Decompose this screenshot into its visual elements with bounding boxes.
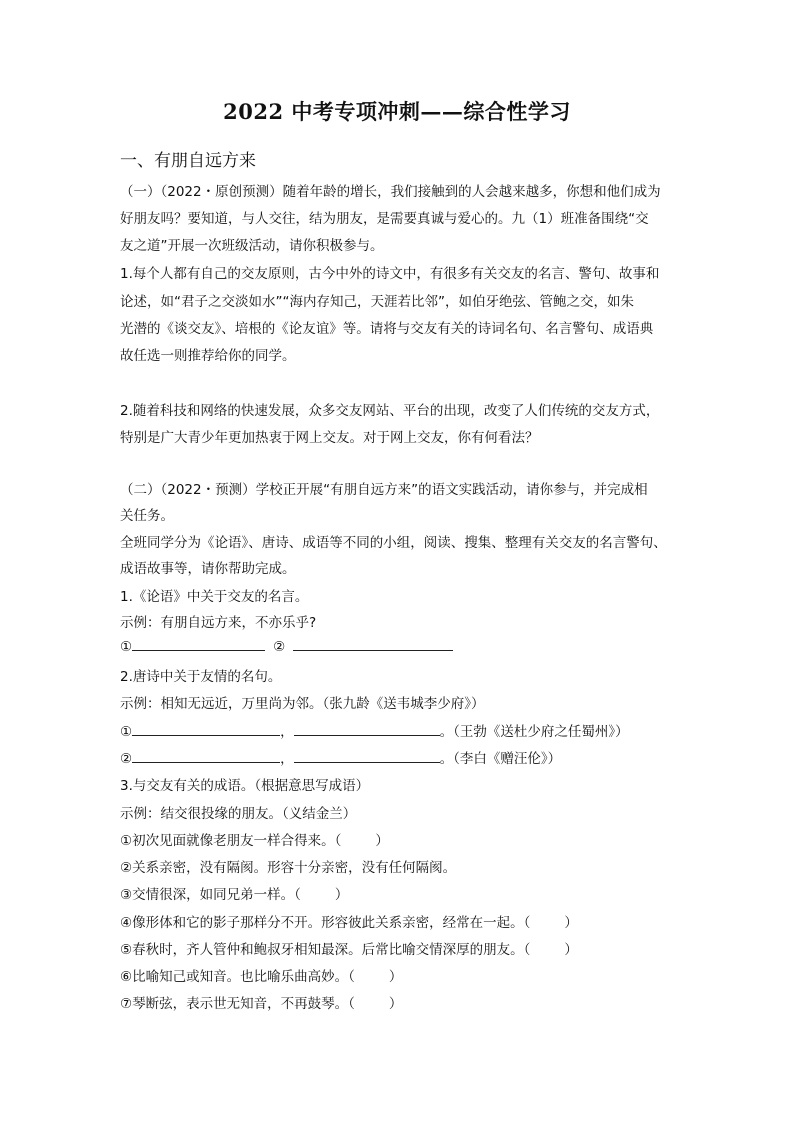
close-paren: ） (564, 942, 578, 958)
idiom-item (120, 911, 578, 931)
close-paren: ） (334, 887, 349, 903)
question-text: 1.每个人都有自己的交友原则，古今中外的诗文中，有很多有关交友的名言、警句、故事和 (120, 266, 660, 282)
blank-number: ① (120, 639, 133, 655)
part2-intro-line: 全班同学分为《论语》、唐诗、成语等不同的小组，阅读、搜集、整理有关交友的名言警句、 (120, 535, 667, 551)
idiom-description: ④像形体和它的影子那样分不开。形容彼此关系亲密，经常在一起。（ (120, 915, 531, 931)
idiom-item (120, 856, 456, 876)
answer-blank[interactable] (132, 638, 265, 651)
close-paren: ） (388, 996, 403, 1012)
idiom-item (120, 992, 402, 1012)
section-heading: 一、有朋自远方来 (120, 151, 256, 171)
example-text: 示例：相知无远近，万里尚为邻。（张九龄《送韦城李少府》） (120, 696, 485, 712)
question-text: 故任选一则推荐给你的同学。 (120, 348, 296, 364)
answer-blank[interactable] (132, 723, 280, 736)
part2-intro-line: （二）（2022・预测）学校正开展“有朋自远方来”的语文实践活动，请你参与，并完成相 (120, 482, 648, 498)
page-title: 2022 中考专项冲刺——综合性学习 (223, 99, 571, 124)
answer-line (120, 638, 453, 655)
separator: ， (280, 751, 294, 767)
part2-intro-line: 关任务。 (120, 508, 174, 524)
idiom-description: ①初次见面就像老朋友一样合得来。（ (120, 833, 342, 849)
question-text: 2.唐诗中关于友情的名句。 (120, 669, 282, 685)
source-citation: 。（王勃《送杜少府之任蜀州》） (439, 724, 629, 740)
part1-intro-line: 友之道”开展一次班级活动，请你积极参与。 (120, 238, 384, 254)
close-paren: ） (564, 915, 578, 931)
answer-blank[interactable] (293, 638, 453, 651)
question-text: 论述，如“君子之交淡如水”“海内存知己，天涯若比邻”，如伯牙绝弦、管鲍之交，如朱 (120, 294, 634, 310)
close-paren: ） (375, 833, 389, 849)
answer-blank[interactable] (132, 750, 280, 763)
question-text: 特别是广大青少年更加热衷于网上交友。对于网上交友，你有何看法？ (120, 430, 539, 446)
separator: ， (280, 724, 294, 740)
idiom-item (120, 883, 348, 903)
blank-number: ② (273, 639, 286, 655)
answer-blank[interactable] (294, 750, 440, 763)
idiom-item (120, 829, 389, 849)
part2-intro-line: 成语故事等，请你帮助完成。 (120, 561, 296, 577)
question-text: 光潜的《谈交友》、培根的《论友谊》等。请将与交友有关的诗词名句、名言警句、成语典 (120, 321, 654, 337)
answer-line (120, 747, 561, 767)
idiom-description: ③交情很深，如同兄弟一样。（ (120, 887, 301, 903)
idiom-description: ⑤春秋时，齐人管仲和鲍叔牙相知最深。后常比喻交情深厚的朋友。（ (120, 942, 531, 958)
question-text: 3.与交友有关的成语。（根据意思写成语） (120, 778, 370, 794)
source-citation: 。（李白《赠汪伦》） (439, 751, 562, 767)
blank-number: ① (120, 724, 133, 740)
part1-intro-line: 好朋友吗？要知道，与人交往，结为朋友，是需要真诚与爱心的。九（1）班准备围绕“交 (120, 211, 649, 227)
answer-line (120, 720, 629, 740)
answer-blank[interactable] (294, 723, 440, 736)
idiom-item (120, 965, 402, 985)
question-text: 1.《论语》中关于交友的名言。 (120, 589, 309, 605)
blank-number: ② (120, 751, 133, 767)
idiom-description: ⑦琴断弦，表示世无知音，不再鼓琴。（ (120, 996, 355, 1012)
example-text: 示例：结交很投缘的朋友。（义结金兰） (120, 806, 357, 822)
idiom-description: ⑥比喻知己或知音。也比喻乐曲高妙。（ (120, 969, 355, 985)
idiom-item (120, 938, 578, 958)
close-paren: ） (388, 969, 403, 985)
idiom-description: ②关系亲密，没有隔阂。形容十分亲密，没有任何隔阂。 (120, 860, 457, 876)
example-text: 示例：有朋自远方来，不亦乐乎? (120, 615, 317, 631)
part1-intro-line: （一）（2022・原创预测）随着年龄的增长，我们接触到的人会越来越多，你想和他们成为 (120, 184, 661, 200)
question-text: 2.随着科技和网络的快速发展，众多交友网站、平台的出现，改变了人们传统的交友方式， (120, 403, 660, 419)
